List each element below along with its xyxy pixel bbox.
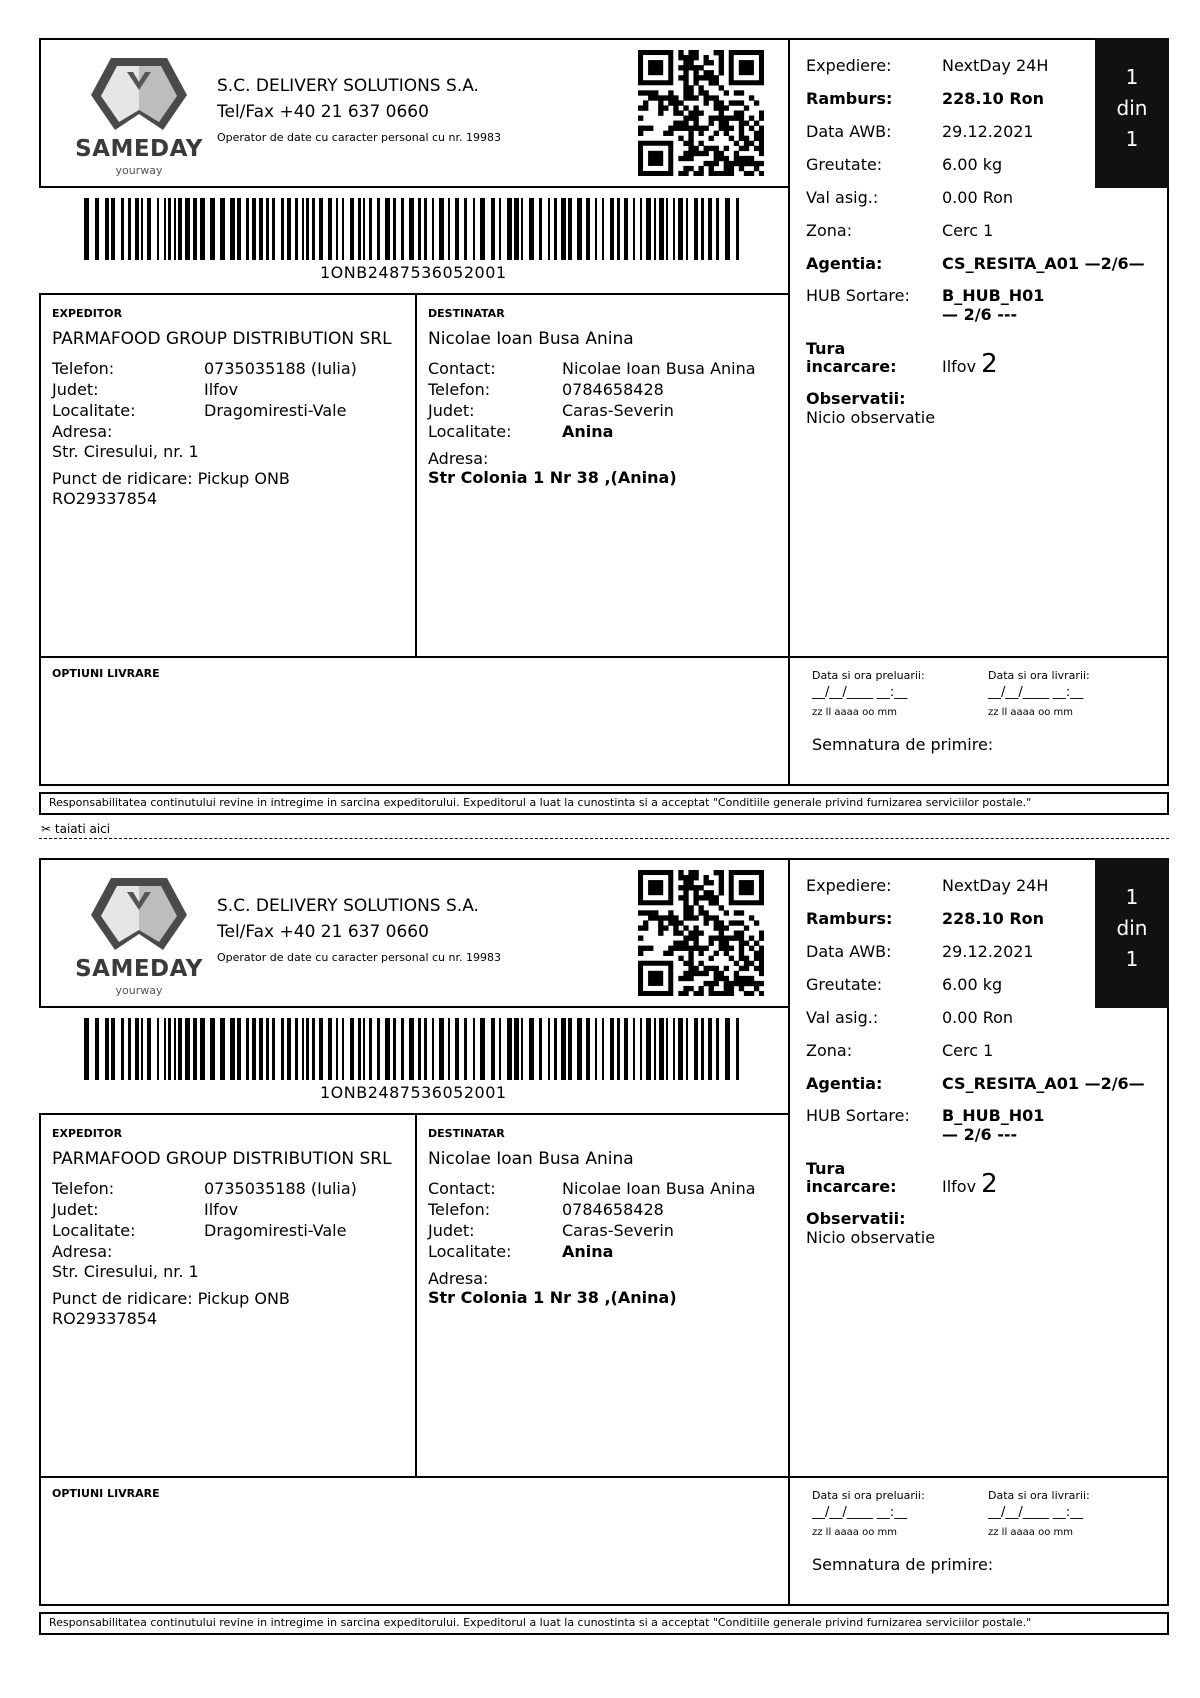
shipping-label-bottom (0, 820, 1200, 1640)
recipient-phone: 0784658428 (562, 1200, 664, 1219)
logo-wordmark: SAMEDAY (75, 956, 203, 982)
sender-address-label: Adresa: (52, 422, 113, 441)
info-key-ramburs: Ramburs: (806, 909, 893, 928)
recipient-address: Str Colonia 1 Nr 38 ,(Anina) (428, 1288, 677, 1307)
info-value-data-awb: 29.12.2021 (942, 122, 1034, 141)
pickup-date-blank: __/__/____ __:__ (812, 1505, 908, 1520)
logo-tagline: yourway (115, 164, 163, 177)
observatii-key: Observatii: (806, 1209, 906, 1228)
sender-address: Str. Ciresului, nr. 1 (52, 1262, 199, 1281)
delivery-date-label: Data si ora livrarii: (988, 1489, 1090, 1502)
recipient-county: Caras-Severin (562, 401, 674, 420)
shipment-info (788, 38, 1169, 658)
barcode-number: 1ONB2487536052001 (320, 263, 507, 282)
signature-label: Semnatura de primire: (812, 1555, 994, 1574)
company-name: S.C. DELIVERY SOLUTIONS S.A. (217, 76, 479, 96)
info-value-expediere: NextDay 24H (942, 876, 1049, 895)
info-value-agentia: CS_RESITA_A01 —2/6— (942, 254, 1145, 273)
sender-city: Dragomiresti-Vale (204, 401, 347, 420)
recipient-contact: Nicolae Ioan Busa Anina (562, 1179, 756, 1198)
recipient-city: Anina (562, 422, 614, 441)
hub-value: B_HUB_H01 (942, 1106, 1045, 1125)
delivery-options (39, 1476, 790, 1606)
info-value-greutate: 6.00 kg (942, 155, 1003, 174)
info-key-greutate: Greutate: (806, 155, 883, 174)
tura-key-line1: Tura (806, 339, 846, 358)
recipient-name: Nicolae Ioan Busa Anina (428, 1149, 634, 1169)
hub-key: HUB Sortare: (806, 1106, 910, 1125)
sender-title: EXPEDITOR (52, 1127, 123, 1140)
operator-note: Operator de date cu caracter personal cu nr. 19983 (217, 951, 501, 964)
signature-label: Semnatura de primire: (812, 735, 994, 754)
sender-section (39, 293, 416, 658)
recipient-city: Anina (562, 1242, 614, 1261)
company-header (39, 858, 788, 1008)
info-key-val-asig: Val asig.: (806, 1008, 879, 1027)
hub-key: HUB Sortare: (806, 286, 910, 305)
company-header (39, 38, 788, 188)
pickup-date-format: zz ll aaaa oo mm (812, 707, 897, 718)
info-value-zona: Cerc 1 (942, 221, 994, 240)
barcode-icon (84, 1018, 746, 1080)
pickup-date-label: Data si ora preluarii: (812, 1489, 925, 1502)
info-key-expediere: Expediere: (806, 876, 892, 895)
recipient-name: Nicolae Ioan Busa Anina (428, 329, 634, 349)
shipping-label-top (0, 0, 1200, 820)
recipient-phone: 0784658428 (562, 380, 664, 399)
sender-phone: 0735035188 (Iulia) (204, 1179, 357, 1198)
info-key-agentia: Agentia: (806, 1074, 883, 1093)
pickup-date-blank: __/__/____ __:__ (812, 685, 908, 700)
sender-city-label: Localitate: (52, 401, 136, 420)
info-key-val-asig: Val asig.: (806, 188, 879, 207)
sender-county: Ilfov (204, 1200, 239, 1219)
delivery-date-blank: __/__/____ __:__ (988, 1505, 1084, 1520)
recipient-city-label: Localitate: (428, 422, 512, 441)
sender-phone: 0735035188 (Iulia) (204, 359, 357, 378)
info-value-data-awb: 29.12.2021 (942, 942, 1034, 961)
piece-counter (1095, 858, 1169, 1008)
sender-city-label: Localitate: (52, 1221, 136, 1240)
recipient-section (415, 1113, 790, 1478)
recipient-city-label: Localitate: (428, 1242, 512, 1261)
recipient-county: Caras-Severin (562, 1221, 674, 1240)
scissors-icon: ✂ (41, 822, 52, 836)
qr-code-icon (638, 50, 764, 176)
info-key-greutate: Greutate: (806, 975, 883, 994)
recipient-phone-label: Telefon: (428, 1200, 491, 1219)
recipient-phone-label: Telefon: (428, 380, 491, 399)
info-value-val-asig: 0.00 Ron (942, 1008, 1014, 1027)
sameday-logo (69, 870, 209, 997)
sender-pickup-code: RO29337854 (52, 1309, 158, 1328)
info-key-data-awb: Data AWB: (806, 942, 892, 961)
tura-key-line2: incarcare: (806, 1177, 897, 1196)
disclaimer-text: Responsabilitatea continutului revine in intregime in sarcina expeditorului. Expeditorul a luat la cunostinta si a acceptat "Conditiile generale privind furnizarea serviciilor postale." (49, 796, 1032, 809)
piece-of-label: din (1116, 916, 1148, 940)
info-key-zona: Zona: (806, 221, 853, 240)
sender-address: Str. Ciresului, nr. 1 (52, 442, 199, 461)
company-phone: Tel/Fax +40 21 637 0660 (217, 102, 429, 122)
piece-of-label: din (1116, 96, 1148, 120)
signature-section (788, 1476, 1169, 1606)
tura-number: 2 (981, 349, 998, 379)
sender-name: PARMAFOOD GROUP DISTRIBUTION SRL (52, 1149, 392, 1169)
piece-current: 1 (1125, 65, 1139, 89)
sender-city: Dragomiresti-Vale (204, 1221, 347, 1240)
info-value-expediere: NextDay 24H (942, 56, 1049, 75)
tura-value (942, 1170, 998, 1200)
recipient-address-label: Adresa: (428, 449, 489, 468)
cut-label: taiati aici (54, 822, 111, 836)
delivery-options (39, 656, 790, 786)
info-key-zona: Zona: (806, 1041, 853, 1060)
tura-key-line2: incarcare: (806, 357, 897, 376)
sameday-logo-icon (69, 870, 209, 956)
info-value-ramburs: 228.10 Ron (942, 909, 1045, 928)
sender-section (39, 1113, 416, 1478)
company-phone: Tel/Fax +40 21 637 0660 (217, 922, 429, 942)
barcode-number: 1ONB2487536052001 (320, 1083, 507, 1102)
recipient-address: Str Colonia 1 Nr 38 ,(Anina) (428, 468, 677, 487)
observatii-value: Nicio observatie (806, 1228, 936, 1247)
recipient-county-label: Judet: (428, 1221, 475, 1240)
options-title: OPTIUNI LIVRARE (52, 1487, 160, 1500)
recipient-contact-label: Contact: (428, 359, 496, 378)
signature-section (788, 656, 1169, 786)
sender-county-label: Judet: (52, 380, 99, 399)
recipient-contact-label: Contact: (428, 1179, 496, 1198)
sender-phone-label: Telefon: (52, 359, 115, 378)
info-value-zona: Cerc 1 (942, 1041, 994, 1060)
sender-pickup-point: Punct de ridicare: Pickup ONB (52, 469, 290, 488)
logo-tagline: yourway (115, 984, 163, 997)
piece-total: 1 (1125, 947, 1139, 971)
recipient-title: DESTINATAR (428, 307, 505, 320)
sender-title: EXPEDITOR (52, 307, 123, 320)
shipment-info (788, 858, 1169, 1478)
disclaimer-text: Responsabilitatea continutului revine in intregime in sarcina expeditorului. Expeditorul a luat la cunostinta si a acceptat "Conditiile generale privind furnizarea serviciilor postale." (49, 1616, 1032, 1629)
tura-zone: Ilfov (942, 357, 977, 376)
piece-counter (1095, 38, 1169, 188)
sameday-logo-icon (69, 50, 209, 136)
tura-value (942, 350, 998, 380)
observatii-key: Observatii: (806, 389, 906, 408)
tura-zone: Ilfov (942, 1177, 977, 1196)
tura-number: 2 (981, 1169, 998, 1199)
sender-county: Ilfov (204, 380, 239, 399)
tura-key-line1: Tura (806, 1159, 846, 1178)
info-key-agentia: Agentia: (806, 254, 883, 273)
pickup-date-label: Data si ora preluarii: (812, 669, 925, 682)
sender-pickup-point: Punct de ridicare: Pickup ONB (52, 1289, 290, 1308)
pickup-date-format: zz ll aaaa oo mm (812, 1527, 897, 1538)
hub-value: B_HUB_H01 (942, 286, 1045, 305)
info-key-expediere: Expediere: (806, 56, 892, 75)
info-value-val-asig: 0.00 Ron (942, 188, 1014, 207)
info-value-greutate: 6.00 kg (942, 975, 1003, 994)
disclaimer-box (39, 792, 1169, 815)
delivery-date-format: zz ll aaaa oo mm (988, 707, 1073, 718)
piece-total: 1 (1125, 127, 1139, 151)
sender-address-label: Adresa: (52, 1242, 113, 1261)
recipient-title: DESTINATAR (428, 1127, 505, 1140)
hub-value-line2: — 2/6 --- (942, 305, 1018, 324)
observatii-value: Nicio observatie (806, 408, 936, 427)
piece-current: 1 (1125, 885, 1139, 909)
sender-name: PARMAFOOD GROUP DISTRIBUTION SRL (52, 329, 392, 349)
disclaimer-box (39, 1612, 1169, 1635)
barcode-icon (84, 198, 746, 260)
delivery-date-format: zz ll aaaa oo mm (988, 1527, 1073, 1538)
sender-phone-label: Telefon: (52, 1179, 115, 1198)
hub-value-line2: — 2/6 --- (942, 1125, 1018, 1144)
logo-wordmark: SAMEDAY (75, 136, 203, 162)
delivery-date-label: Data si ora livrarii: (988, 669, 1090, 682)
options-title: OPTIUNI LIVRARE (52, 667, 160, 680)
company-name: S.C. DELIVERY SOLUTIONS S.A. (217, 896, 479, 916)
info-key-ramburs: Ramburs: (806, 89, 893, 108)
info-value-ramburs: 228.10 Ron (942, 89, 1045, 108)
operator-note: Operator de date cu caracter personal cu nr. 19983 (217, 131, 501, 144)
recipient-address-label: Adresa: (428, 1269, 489, 1288)
sameday-logo (69, 50, 209, 177)
info-value-agentia: CS_RESITA_A01 —2/6— (942, 1074, 1145, 1093)
delivery-date-blank: __/__/____ __:__ (988, 685, 1084, 700)
recipient-contact: Nicolae Ioan Busa Anina (562, 359, 756, 378)
sender-county-label: Judet: (52, 1200, 99, 1219)
sender-pickup-code: RO29337854 (52, 489, 158, 508)
qr-code-icon (638, 870, 764, 996)
recipient-section (415, 293, 790, 658)
recipient-county-label: Judet: (428, 401, 475, 420)
info-key-data-awb: Data AWB: (806, 122, 892, 141)
